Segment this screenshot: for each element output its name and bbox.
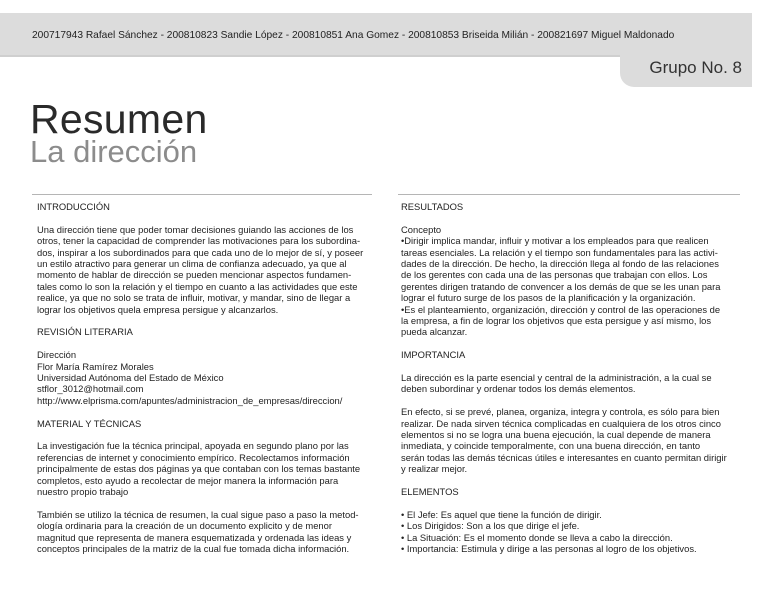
text-line: deben subordinar y ordenar todos los demás elementos. bbox=[401, 383, 636, 395]
text-line: dades de la dirección. De hecho, la dirección llega al fondo de las relaciones bbox=[401, 258, 719, 270]
text-line: lograr el futuro surge de los pasos de la planificación y la organización. bbox=[401, 292, 696, 304]
elements-heading: ELEMENTOS bbox=[401, 486, 459, 498]
text-line: elementos si no se logra una buena ejecución, la cual depende de manera bbox=[401, 429, 711, 441]
text-line: •Dirigir implica mandar, influir y motivar a los empleados para que realicen bbox=[401, 235, 709, 247]
results-heading: RESULTADOS bbox=[401, 201, 464, 212]
intro-heading: INTRODUCCIÓN bbox=[37, 201, 110, 212]
list-item: • La Situación: Es el momento donde se lleva a cabo la dirección. bbox=[401, 531, 673, 543]
text-line: realizar. De nada sirven técnica complicadas en cualquiera de los otros cinco bbox=[401, 417, 721, 429]
text-line: nuestro propio trabajo bbox=[37, 486, 129, 498]
list-item: • El Jefe: Es aquel que tiene la función de dirigir. bbox=[401, 508, 602, 520]
text-line: gerentes dirigen tratando de convencer a los demás de que se les unan para bbox=[401, 280, 721, 292]
text-line: tareas esenciales. La relación y el tiempo son fundamentales para las activi- bbox=[401, 246, 718, 258]
text-line: tales como lo son la relación y el tiempo en cuanto a las actividades que este bbox=[37, 280, 358, 292]
list-item: • Importancia: Estimula y dirige a las personas al logro de los objetivos. bbox=[401, 543, 697, 555]
importance-paragraph-1 bbox=[401, 372, 751, 395]
text-line: referencias de internet y conocimiento empírico. Recolectamos información bbox=[37, 451, 350, 463]
text-line: •Es el planteamiento, organización, dirección y control de las operaciones de bbox=[401, 303, 721, 315]
elements-list bbox=[401, 509, 751, 555]
text-line: Una dirección tiene que poder tomar decisiones guiando las acciones de los bbox=[37, 223, 354, 235]
text-line: La dirección es la parte esencial y central de la administración, a la cual se bbox=[401, 372, 712, 384]
text-line: conceptos principales de la matriz de la cual fue tomada dicha información. bbox=[37, 543, 350, 555]
text-line: inmediata, y coincide temporalmente, con una buena dirección, en tanto bbox=[401, 440, 701, 452]
text-line: y realizar mejor. bbox=[401, 463, 468, 475]
text-line: Dirección bbox=[37, 349, 77, 361]
review-heading: REVISIÓN LITERARIA bbox=[37, 326, 133, 338]
text-line: magnitud que representa de manera esquematizada y ordenada las ideas y bbox=[37, 531, 352, 543]
page-subtitle: La dirección bbox=[30, 134, 198, 169]
page-title: Resumen bbox=[30, 96, 208, 142]
text-line: de los gerentes con cada una de las personas que trabajan con ellos. Los bbox=[401, 269, 708, 281]
text-line: serán todas las demás técnicas útiles e interesantes en cuanto permitan dirigir bbox=[401, 451, 727, 463]
text-line: En efecto, si se prevé, planea, organiza, integra y controla, es sólo para bien bbox=[401, 406, 720, 418]
text-line: un estilo atractivo para generar un clima de confianza adecuado, ya que al bbox=[37, 258, 347, 270]
concept-paragraph bbox=[401, 235, 751, 338]
material-paragraph-1 bbox=[37, 440, 382, 497]
authors-line: 200717943 Rafael Sánchez - 200810823 Sandie López - 200810851 Ana Gomez - 200810853 Briseida Milián - 200821697 Miguel Maldonado bbox=[32, 30, 675, 41]
text-line: La investigación fue la técnica principal, apoyada en segundo plano por las bbox=[37, 440, 349, 452]
material-paragraph-2 bbox=[37, 509, 382, 555]
left-column-rule bbox=[32, 194, 372, 195]
text-line: pueda alcanzar. bbox=[401, 326, 468, 338]
material-heading: MATERIAL Y TÉCNICAS bbox=[37, 417, 142, 429]
text-line: completos, esto ayudo a recolectar de mejor manera la información para bbox=[37, 474, 339, 486]
intro-paragraph bbox=[37, 224, 382, 315]
text-line: Universidad Autónoma del Estado de México bbox=[37, 372, 224, 384]
url-line: http://www.elprisma.com/apuntes/administracion_de_empresas/direccion/ bbox=[37, 394, 343, 406]
text-line: También se utilizo la técnica de resumen, la cual sigue paso a paso la metod- bbox=[37, 508, 359, 520]
text-line: la empresa, a fin de lograr los objetivos que esta persigue y así mismo, los bbox=[401, 315, 712, 327]
email-line: stflor_3012@hotmail.com bbox=[37, 383, 144, 395]
text-line: otros, tener la capacidad de comprender las motivaciones para los subordina- bbox=[37, 235, 361, 247]
left-column bbox=[37, 201, 382, 555]
importance-paragraph-2 bbox=[401, 406, 751, 474]
group-label: Grupo No. 8 bbox=[649, 58, 742, 77]
text-line: ología ordinaria para la creación de un documento explicito y de menor bbox=[37, 520, 332, 532]
concept-heading: Concepto bbox=[401, 223, 442, 235]
group-tab bbox=[620, 49, 752, 87]
text-line: principalmente de estas dos páginas ya que contaban con los temas bastante bbox=[37, 463, 361, 475]
importance-heading: IMPORTANCIA bbox=[401, 349, 466, 361]
text-line: lograr los objetivos quela empresa persigue y alcanzarlos. bbox=[37, 303, 279, 315]
right-column bbox=[401, 201, 751, 555]
text-line: Flor María Ramírez Morales bbox=[37, 360, 154, 372]
review-paragraph bbox=[37, 349, 382, 406]
text-line: momento de hablar de dirección se pueden mencionar aspectos fundamen- bbox=[37, 269, 352, 281]
text-line: dos, inspirar a los subordinados para que cada uno de lo mejor de sí, y poseer bbox=[37, 246, 364, 258]
list-item: • Los Dirigidos: Son a los que dirige el jefe. bbox=[401, 520, 580, 532]
text-line: realice, ya que no solo se trata de influir, motivar, y mandar, sino de llegar a bbox=[37, 292, 351, 304]
right-column-rule bbox=[398, 194, 740, 195]
